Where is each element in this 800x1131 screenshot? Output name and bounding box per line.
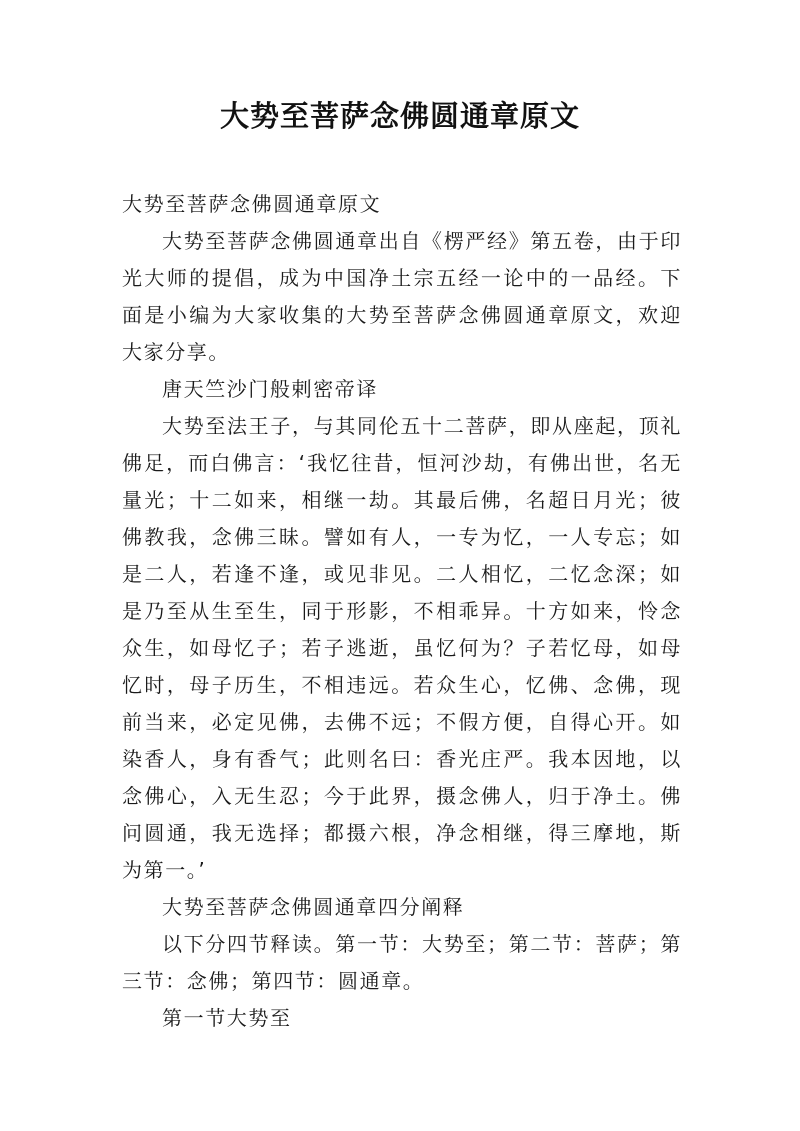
paragraph-section-heading: 大势至菩萨念佛圆通章四分阐释 [162, 895, 465, 919]
document-body [122, 186, 682, 1037]
paragraph-sutra-text: 大势至法王子，与其同伦五十二菩萨，即从座起，顶礼佛足，而白佛言：‘我忆往昔，恒河沙劫，有佛出世，名无量光；十二如来，相继一劫。其最后佛，名超日月光；彼佛教我，念佛三昧。譬如有人，一专为忆，一人专忘；如是二人，若逢不逢，或见非见。二人相忆，二忆念深；如是乃至从生至生，同于形影，不相乖异。十方如来，怜念众生，如母忆子；若子逃逝，虽忆何为？子若忆母，如母忆时，母子历生，不相违远。若众生心，忆佛、念佛，现前当来，必定见佛，去佛不远；不假方便，自得心开。如染香人，身有香气；此则名曰：香光庄严。我本因地，以念佛心，入无生忍；今于此界，摄念佛人，归于净土。佛问圆通，我无选择；都摄六根，净念相继，得三摩地，斯为第一。’ [122, 414, 682, 882]
paragraph-intro: 大势至菩萨念佛圆通章出自《楞严经》第五卷，由于印光大师的提倡，成为中国净土宗五经一论中的一品经。下面是小编为大家收集的大势至菩萨念佛圆通章原文，欢迎大家分享。 [122, 229, 682, 364]
paragraph-translator: 唐天竺沙门般剌密帝译 [162, 377, 378, 401]
document-title: 大势至菩萨念佛圆通章原文 [219, 99, 580, 133]
paragraph-outline: 以下分四节释读。第一节：大势至；第二节：菩萨；第三节：念佛；第四节：圆通章。 [122, 932, 682, 993]
paragraph-heading: 大势至菩萨念佛圆通章原文 [122, 192, 382, 216]
paragraph-subsection-heading: 第一节大势至 [162, 1006, 292, 1030]
